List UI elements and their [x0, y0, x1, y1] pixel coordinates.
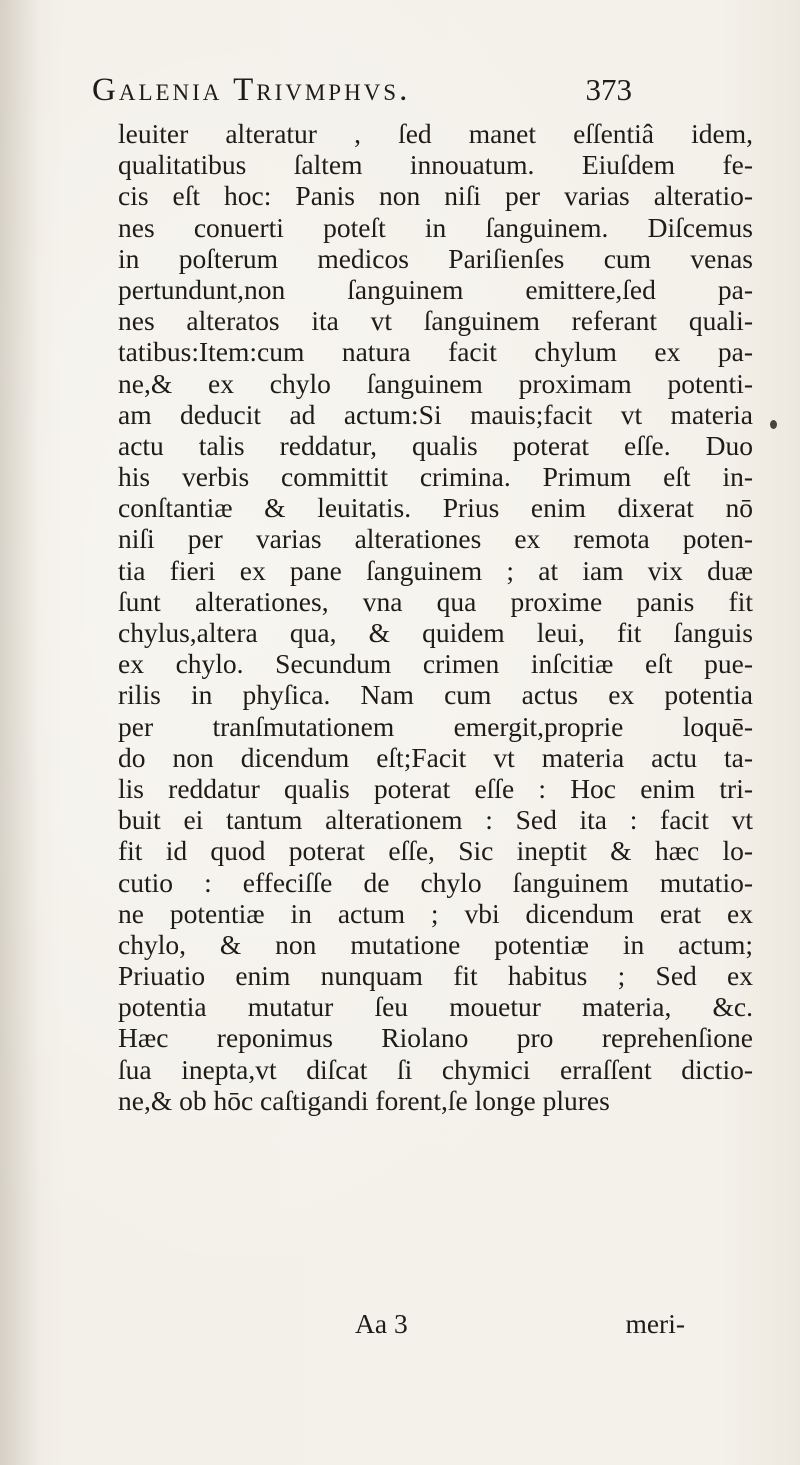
text-line: buit ei tantum alterationem : Sed ita : facit vt: [118, 804, 753, 836]
text-line: his verbis committit crimina. Primum eſt in-: [118, 461, 753, 493]
text-line: am deducit ad actum:Si mauis;facit vt materia: [118, 398, 753, 430]
text-line: ſua inepta,vt diſcat ſi chymici erraſſent dictio-: [118, 1053, 753, 1085]
text-line: nes alteratos ita vt ſanguinem referant quali-: [118, 305, 753, 337]
text-line: chylus,altera qua, & quidem leui, fit ſanguis: [118, 617, 753, 648]
text-line: cis eſt hoc: Panis non niſi per varias alteratio-: [118, 180, 753, 212]
running-head: [92, 72, 632, 116]
running-title: Galenia Trivmphvs.: [92, 72, 411, 108]
text-line: tia fieri ex pane ſanguinem ; at iam vix duæ: [118, 554, 753, 586]
text-line: actu talis reddatur, qualis poterat eſſe. Duo: [118, 429, 753, 461]
text-line: conſtantiæ & leuitatis. Prius enim dixerat nō: [118, 492, 753, 524]
text-line: lis reddatur qualis poterat eſſe : Hoc enim tri-: [118, 772, 753, 804]
text-line: fit id quod poterat eſſe, Sic ineptit & hæc lo-: [118, 835, 753, 867]
text-line: rilis in phyſica. Nam cum actus ex potentia: [118, 679, 753, 711]
text-line: do non dicendum eſt;Facit vt materia actu ta-: [118, 741, 753, 773]
text-line: nes conuerti poteſt in ſanguinem. Diſcemus: [118, 211, 753, 243]
text-line: Priuatio enim nunquam fit habitus ; Sed ex: [118, 960, 753, 992]
text-line: ſunt alterationes, vna qua proxime panis fit: [118, 585, 753, 617]
text-line: ne potentiæ in actum ; vbi dicendum erat ex: [118, 897, 753, 929]
text-line: cutio : effeciſſe de chylo ſanguinem mutatio-: [118, 866, 753, 898]
text-line: ne,& ob hōc caſtigandi forent,ſe longe plures: [118, 1084, 610, 1116]
gutter-shadow: [0, 0, 40, 1465]
ink-fleck: [770, 420, 777, 429]
text-line: in poſterum medicos Pariſienſes cum venas: [118, 242, 753, 274]
text-line: niſi per varias alterationes ex remota poten-: [118, 523, 753, 555]
body-text: [118, 118, 778, 1116]
signature-mark: Aa 3: [355, 1308, 408, 1339]
text-line: potentia mutatur ſeu mouetur materia, &c.: [118, 991, 753, 1023]
text-line: tatibus:Item:cum natura facit chylum ex pa-: [118, 336, 753, 368]
text-line: pertundunt,non ſanguinem emittere,ſed pa-: [118, 273, 753, 305]
text-line: per tranſmutationem emergit,proprie loquē-: [118, 710, 753, 742]
text-line: qualitatibus ſaltem innouatum. Eiuſdem fe-: [118, 149, 753, 181]
text-line: leuiter alteratur , ſed manet eſſentiâ idem,: [118, 118, 753, 149]
text-line: ex chylo. Secundum crimen inſcitiæ eſt pue-: [118, 648, 753, 680]
catchword: meri-: [625, 1308, 685, 1339]
text-line: ne,& ex chylo ſanguinem proximam potenti-: [118, 367, 753, 399]
text-line: Hæc reponimus Riolano pro reprehenſione: [118, 1022, 753, 1054]
page-number: 373: [585, 72, 632, 107]
catchline: [355, 1308, 685, 1342]
text-line: chylo, & non mutatione potentiæ in actum;: [118, 928, 753, 960]
